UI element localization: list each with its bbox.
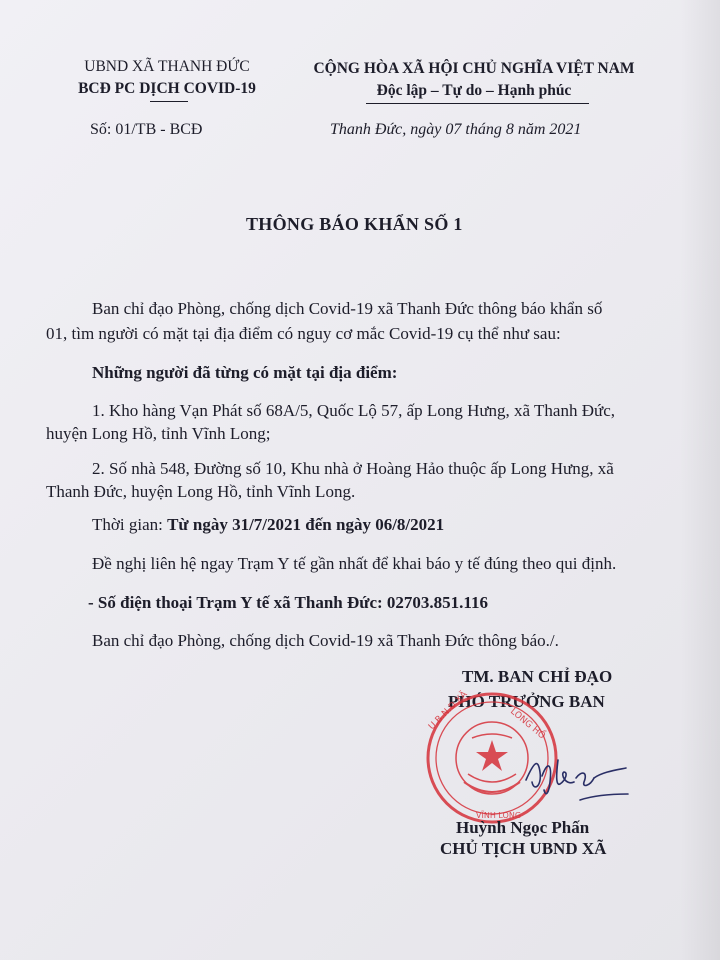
page-edge-shadow — [680, 0, 720, 960]
motto-underline — [366, 103, 589, 104]
signature-line-2: PHÓ TRƯỞNG BAN — [448, 692, 605, 711]
handwritten-signature-icon — [520, 742, 630, 807]
time-value: Từ ngày 31/7/2021 đến ngày 06/8/2021 — [167, 515, 445, 534]
phone-line: - Số điện thoại Trạm Y tế xã Thanh Đức: 02703.851.116 — [88, 593, 488, 612]
issuer-committee: BCĐ PC DỊCH COVID-19 — [78, 80, 256, 97]
document-date: Thanh Đức, ngày 07 tháng 8 năm 2021 — [330, 121, 582, 138]
intro-line-1: Ban chỉ đạo Phòng, chống dịch Covid-19 xã Thanh Đức thông báo khẩn số — [92, 299, 603, 318]
svg-text:U.B.N.D XÃ: U.B.N.D XÃ — [427, 690, 470, 733]
location-2-line-2: Thanh Đức, huyện Long Hồ, tỉnh Vĩnh Long. — [46, 482, 356, 501]
time-range — [92, 514, 444, 536]
intro-line-2: 01, tìm người có mặt tại địa điểm có nguy cơ mắc Covid-19 cụ thể như sau: — [46, 324, 561, 343]
time-label: Thời gian: — [92, 515, 168, 534]
signer-name: Huỳnh Ngọc Phấn — [456, 818, 590, 837]
signature-line-1: TM. BAN CHỈ ĐẠO — [462, 667, 613, 686]
svg-text:VĨNH LONG: VĨNH LONG — [476, 811, 522, 820]
location-1-line-2: huyện Long Hồ, tỉnh Vĩnh Long; — [46, 424, 271, 443]
issuer-underline — [150, 101, 188, 102]
signer-position: CHỦ TỊCH UBND XÃ — [440, 839, 607, 858]
document-number: Số: 01/TB - BCĐ — [90, 121, 203, 138]
svg-text:LONG HỒ: LONG HỒ — [508, 706, 547, 742]
location-1-line-1: 1. Kho hàng Vạn Phát số 68A/5, Quốc Lộ 57, ấp Long Hưng, xã Thanh Đức, — [92, 401, 616, 420]
document-title: THÔNG BÁO KHẨN SỐ 1 — [246, 214, 463, 234]
national-title: CỘNG HÒA XÃ HỘI CHỦ NGHĨA VIỆT NAM — [313, 60, 635, 77]
request-line: Đề nghị liên hệ ngay Trạm Y tế gần nhất để khai báo y tế đúng theo qui định. — [92, 554, 617, 573]
location-2-line-1: 2. Số nhà 548, Đường số 10, Khu nhà ở Hoàng Hảo thuộc ấp Long Hưng, xã — [92, 459, 614, 478]
issuer-name: UBND XÃ THANH ĐỨC — [84, 58, 250, 75]
locations-heading: Những người đã từng có mặt tại địa điểm: — [92, 363, 398, 382]
national-motto: Độc lập – Tự do – Hạnh phúc — [376, 82, 572, 99]
closing-line: Ban chỉ đạo Phòng, chống dịch Covid-19 xã Thanh Đức thông báo./. — [92, 631, 559, 650]
